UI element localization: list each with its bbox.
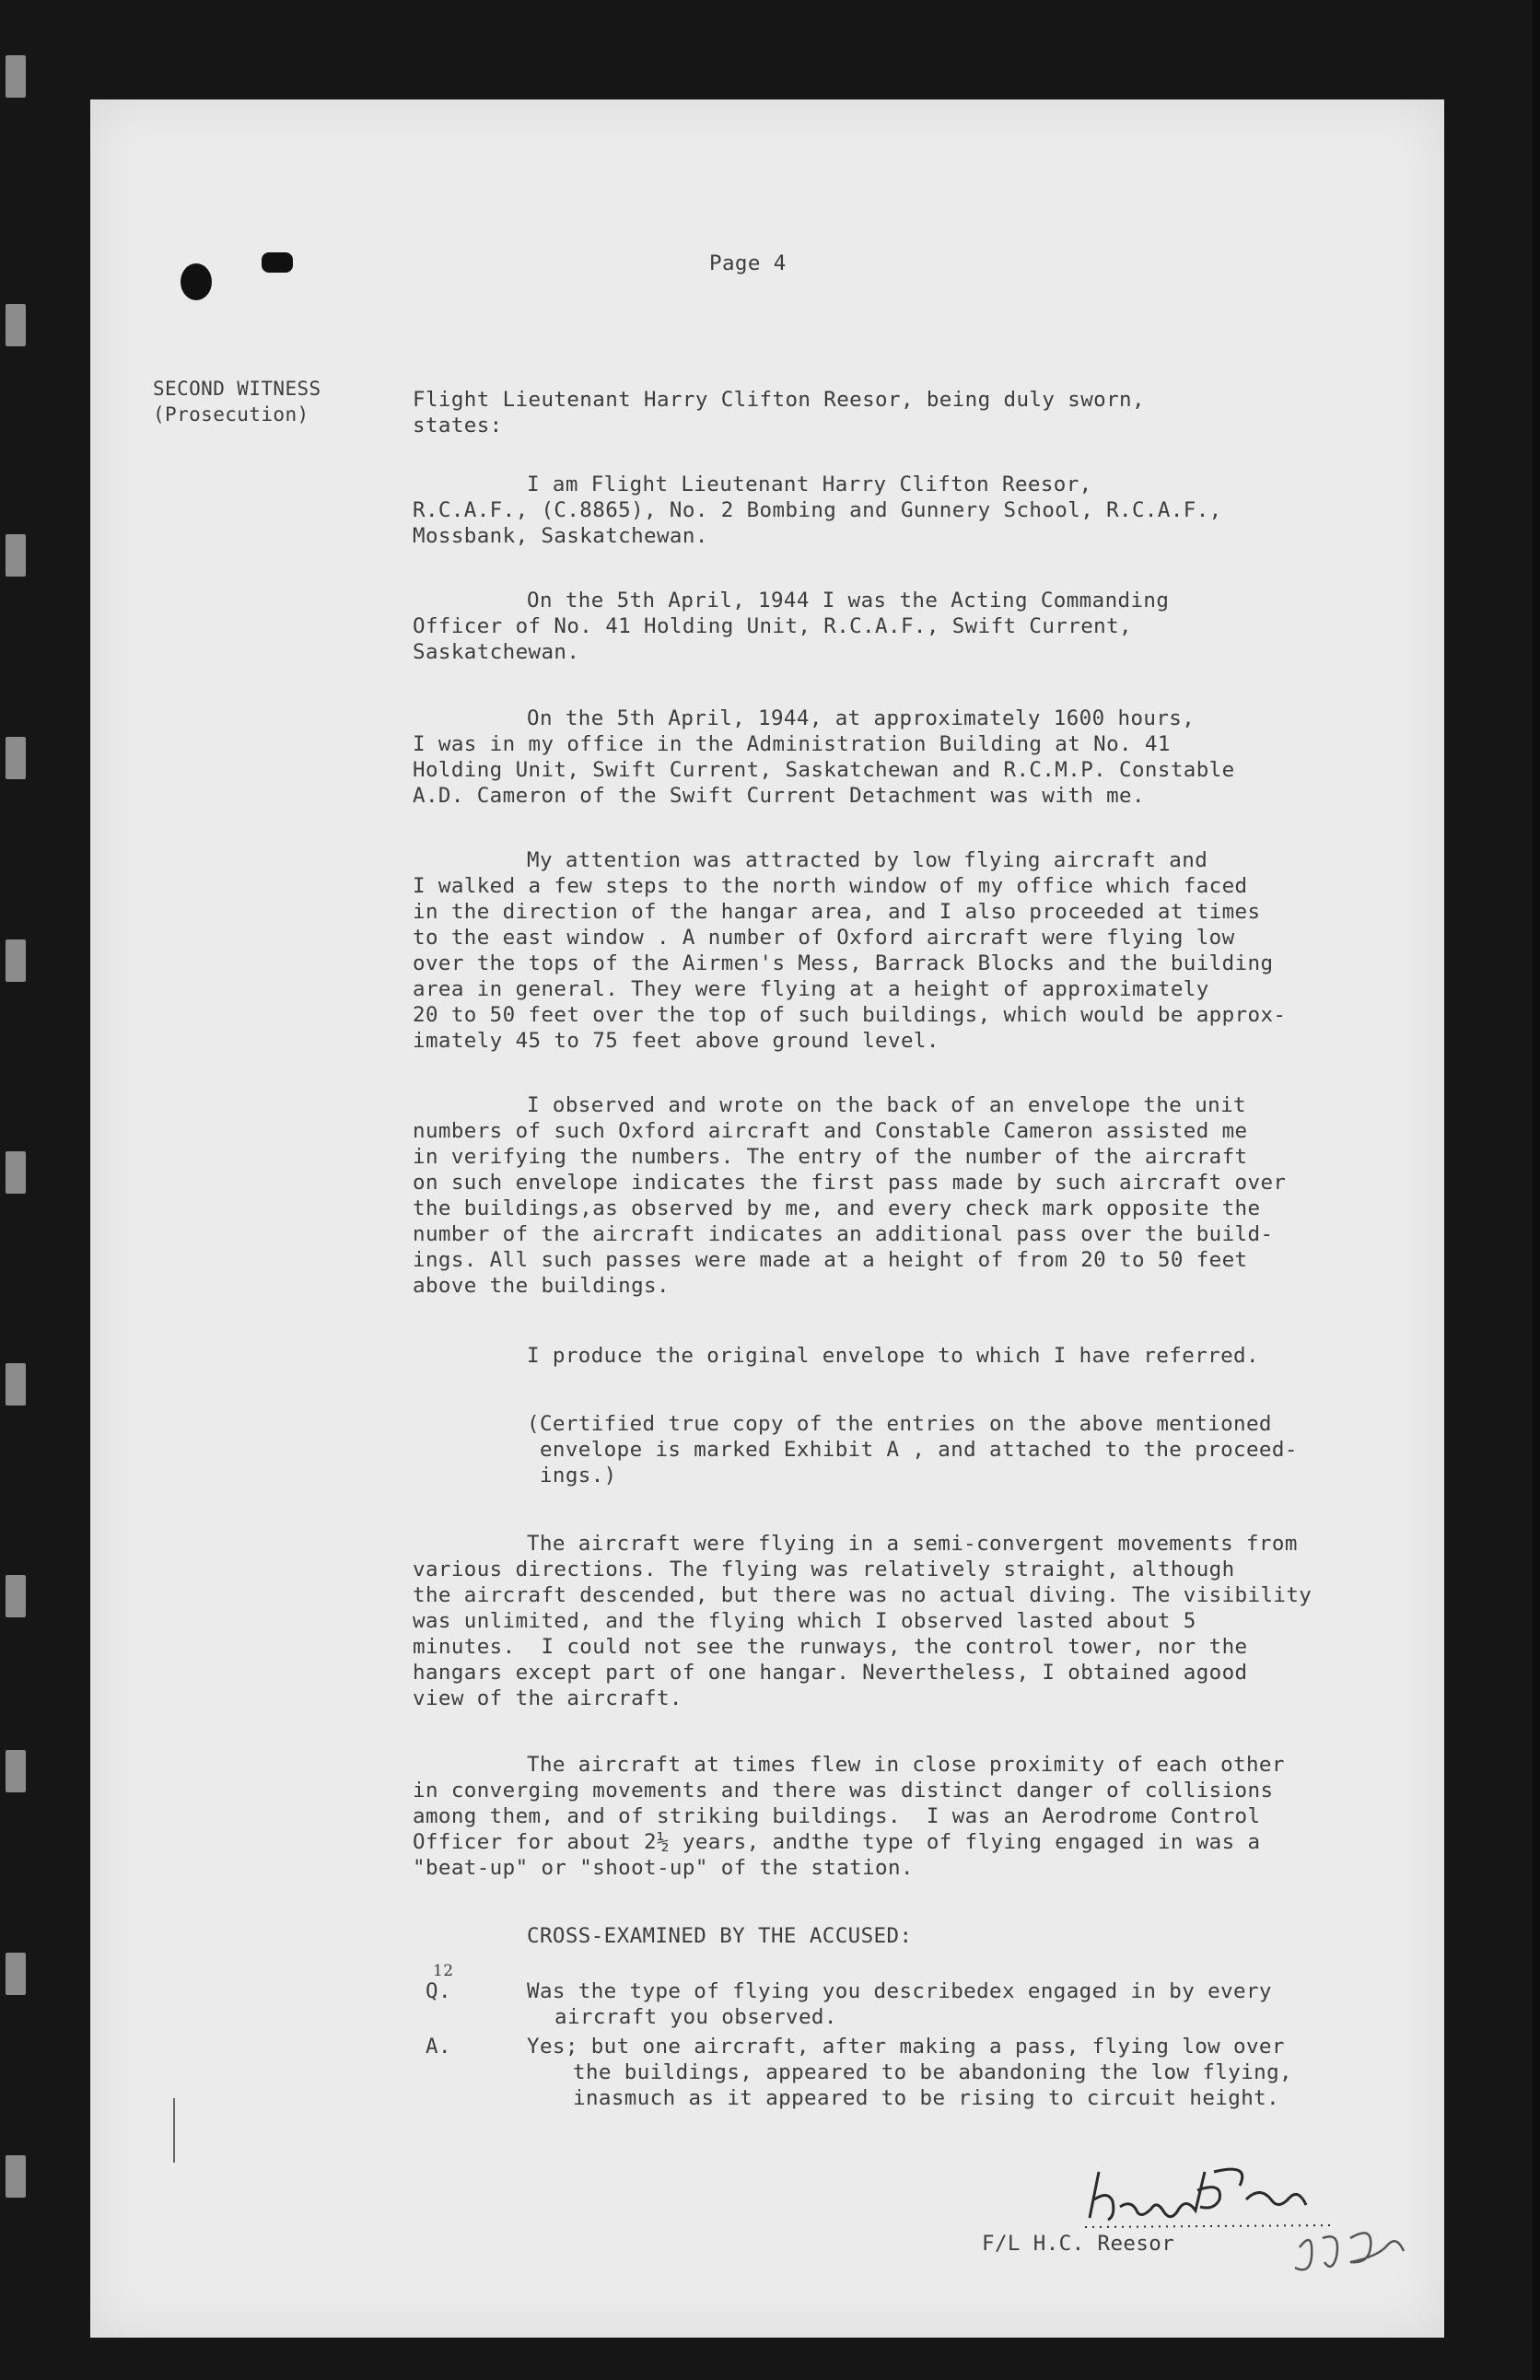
question-number: 12 bbox=[433, 1962, 454, 1980]
body-line: in converging movements and there was distinct danger of collisions bbox=[413, 1779, 1274, 1802]
body-line: over the tops of the Airmen's Mess, Barrack Blocks and the building bbox=[413, 951, 1274, 975]
body-line: I produce the original envelope to which I have referred. bbox=[527, 1344, 1259, 1368]
body-line: My attention was attracted by low flying aircraft and bbox=[527, 848, 1208, 872]
body-line: On the 5th April, 1944, at approximately 1600 hours, bbox=[527, 706, 1196, 730]
body-line: "beat-up" or "shoot-up" of the station. bbox=[413, 1856, 914, 1880]
body-line: to the east window . A number of Oxford aircraft were flying low bbox=[413, 926, 1235, 950]
body-line: the aircraft descended, but there was no actual diving. The visibility bbox=[413, 1583, 1312, 1607]
body-line: number of the aircraft indicates an additional pass over the build- bbox=[413, 1222, 1274, 1246]
body-line: ings.) bbox=[527, 1464, 617, 1488]
body-line: The aircraft at times flew in close proximity of each other bbox=[527, 1753, 1285, 1777]
body-line: numbers of such Oxford aircraft and Constable Cameron assisted me bbox=[413, 1119, 1248, 1143]
punch-hole-icon bbox=[262, 252, 293, 273]
body-line: (Certified true copy of the entries on the above mentioned bbox=[527, 1412, 1272, 1436]
body-line: R.C.A.F., (C.8865), No. 2 Bombing and Gunnery School, R.C.A.F., bbox=[413, 498, 1222, 522]
answer-line: the buildings, appeared to be abandoning the low flying, bbox=[573, 2060, 1292, 2084]
body-line: I was in my office in the Administration Building at No. 41 bbox=[413, 732, 1171, 756]
film-strip-right-edge bbox=[1533, 0, 1540, 2380]
body-line: envelope is marked Exhibit A , and attached to the proceed- bbox=[527, 1438, 1298, 1462]
body-line: area in general. They were flying at a height of approximately bbox=[413, 977, 1209, 1001]
body-line: I am Flight Lieutenant Harry Clifton Reesor, bbox=[527, 472, 1092, 496]
body-line: I observed and wrote on the back of an envelope the unit bbox=[527, 1093, 1246, 1117]
body-line: On the 5th April, 1944 I was the Acting Commanding bbox=[527, 589, 1170, 612]
body-line: Saskatchewan. bbox=[413, 640, 580, 664]
question-label: Q. bbox=[426, 1979, 451, 2003]
margin-pencil-mark bbox=[173, 2098, 175, 2163]
question-line: Was the type of flying you describedex engaged in by every bbox=[527, 1979, 1272, 2003]
answer-line: Yes; but one aircraft, after making a pass, flying low over bbox=[527, 2035, 1285, 2059]
body-line: was unlimited, and the flying which I observed lasted about 5 bbox=[413, 1609, 1196, 1633]
body-line: above the buildings. bbox=[413, 1274, 670, 1298]
intro-line: states: bbox=[413, 414, 503, 438]
body-line: Officer of No. 41 Holding Unit, R.C.A.F., Swift Current, bbox=[413, 614, 1132, 638]
body-line: The aircraft were flying in a semi-convergent movements from bbox=[527, 1532, 1298, 1556]
intro-line: Flight Lieutenant Harry Clifton Reesor, being duly sworn, bbox=[413, 388, 1145, 412]
answer-label: A. bbox=[426, 2035, 451, 2059]
question-line: aircraft you observed. bbox=[554, 2005, 837, 2029]
body-line: I walked a few steps to the north window of my office which faced bbox=[413, 874, 1248, 898]
body-line: among them, and of striking buildings. I was an Aerodrome Control bbox=[413, 1804, 1261, 1828]
body-line: various directions. The flying was relatively straight, although bbox=[413, 1558, 1235, 1581]
document-page bbox=[90, 99, 1444, 2338]
body-line: Holding Unit, Swift Current, Saskatchewan and R.C.M.P. Constable bbox=[413, 758, 1235, 782]
body-line: A.D. Cameron of the Swift Current Detachment was with me. bbox=[413, 784, 1145, 808]
body-line: in the direction of the hangar area, and I also proceeded at times bbox=[413, 900, 1261, 924]
film-strip-edge bbox=[0, 0, 37, 2380]
cross-exam-heading: CROSS-EXAMINED BY THE ACCUSED: bbox=[527, 1924, 913, 1948]
body-line: hangars except part of one hangar. Nevertheless, I obtained agood bbox=[413, 1661, 1248, 1685]
body-line: Officer for about 2½ years, andthe type of flying engaged in was a bbox=[413, 1830, 1261, 1854]
body-line: the buildings,as observed by me, and every check mark opposite the bbox=[413, 1196, 1261, 1220]
body-line: imately 45 to 75 feet above ground level. bbox=[413, 1029, 939, 1053]
margin-label-line: (Prosecution) bbox=[153, 403, 309, 426]
signature-caption: F/L H.C. Reesor bbox=[982, 2232, 1175, 2256]
answer-line: inasmuch as it appeared to be rising to circuit height. bbox=[573, 2086, 1280, 2110]
margin-label-line: SECOND WITNESS bbox=[153, 378, 321, 400]
body-line: view of the aircraft. bbox=[413, 1686, 682, 1710]
body-line: minutes. I could not see the runways, the control tower, nor the bbox=[413, 1635, 1248, 1659]
body-line: 20 to 50 feet over the top of such buildings, which would be approx- bbox=[413, 1003, 1287, 1027]
body-line: ings. All such passes were made at a height of from 20 to 50 feet bbox=[413, 1248, 1248, 1272]
body-line: Mossbank, Saskatchewan. bbox=[413, 524, 708, 548]
body-line: in verifying the numbers. The entry of the number of the aircraft bbox=[413, 1145, 1248, 1169]
body-line: on such envelope indicates the first pass made by such aircraft over bbox=[413, 1171, 1287, 1195]
page-header: Page 4 bbox=[709, 251, 787, 275]
punch-hole-icon bbox=[181, 263, 212, 300]
